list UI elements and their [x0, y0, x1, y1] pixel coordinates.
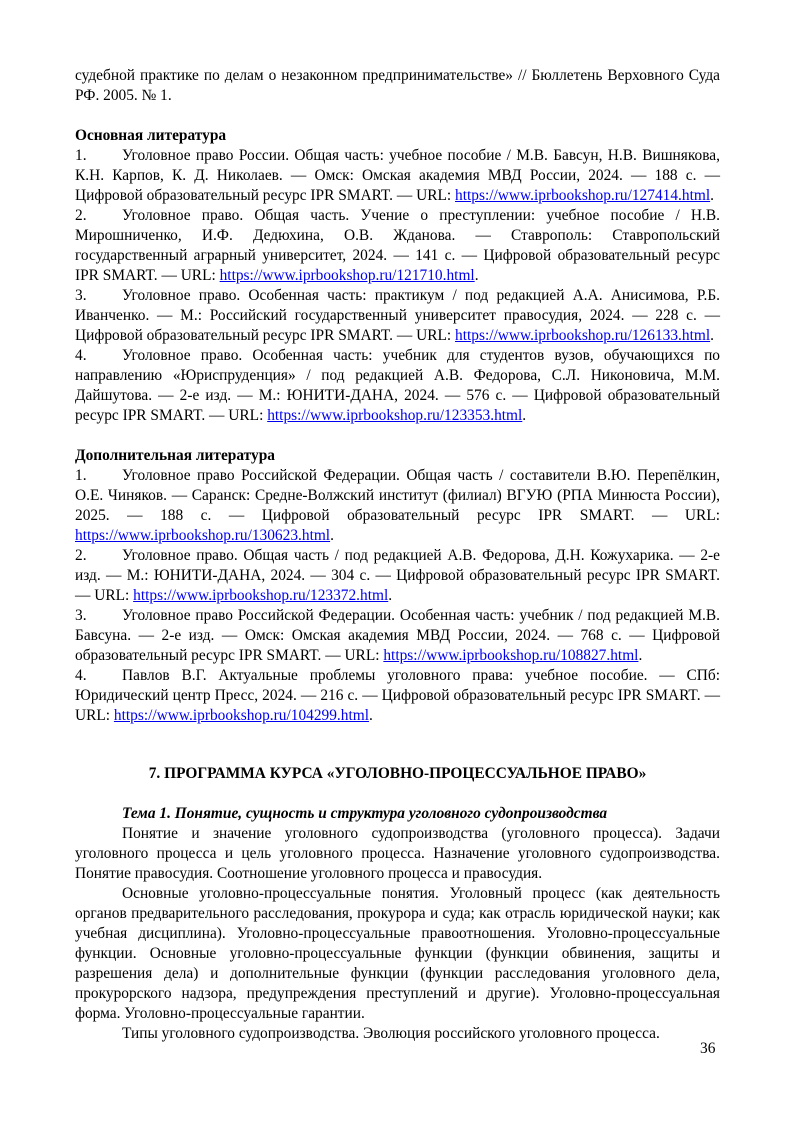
- list-item: [75, 466, 720, 546]
- additional-literature-heading: Дополнительная литература: [75, 447, 275, 464]
- item-link[interactable]: https://www.iprbookshop.ru/123353.html: [267, 407, 523, 424]
- item-link[interactable]: https://www.iprbookshop.ru/123372.html: [133, 587, 389, 604]
- item-tail: .: [638, 647, 643, 664]
- list-item: [75, 286, 720, 346]
- topic-paragraph: Основные уголовно-процессуальные понятия. Уголовный процесс (как деятельность органов предварительного расследования, прокурора и суда; как отрасль юридической науки; как учебная дисциплина). Уголовно-процессуальные правоотношения. Уголовно-процессуальные функции. Основные уголовно-процессуальные функции (функции обвинения, защиты и разрешения дела) и дополнительные функции (функции расследования уголовного дела, прокурорского надзора, предупреждения преступлений и другие). Уголовно-процессуальная форма. Уголовно-процессуальные гарантии.: [75, 885, 720, 1022]
- item-tail: .: [710, 187, 714, 204]
- list-item: [75, 606, 720, 666]
- item-text: Уголовное право. Особенная часть: учебник для студентов вузов, обучающихся по направлению «Юриспруденция» / под редакцией А.В. Федорова, С.Л. Никоновича, М.М. Дайшутова. — 2-е изд. — М.: ЮНИТИ-ДАНА, 2024. — 576 с. — Цифровой образовательный ресурс IPR SMART. — URL:: [75, 347, 720, 424]
- item-text: Уголовное право. Общая часть / под редакцией А.В. Федорова, Д.Н. Кожухарика. — 2-е изд. — М.: ЮНИТИ-ДАНА, 2024. — 304 с. — Цифровой образовательный ресурс IPR SMART. — URL:: [75, 547, 720, 604]
- list-item: [75, 146, 720, 206]
- item-text: Уголовное право Российской Федерации. Особенная часть: учебник / под редакцией М.В. Бавсуна. — 2-е изд. — Омск: Омская академия МВД России, 2024. — 768 с. — Цифровой образовательный ресурс IPR SMART. — URL:: [75, 607, 720, 664]
- item-text: Уголовное право России. Общая часть: учебное пособие / М.В. Бавсун, Н.В. Вишнякова, К.Н. Карпов, К. Д. Николаев. — Омск: Омская академия МВД России, 2024. — 188 с. — Цифровой образовательный ресурс IPR SMART. — URL:: [75, 147, 720, 204]
- item-tail: .: [522, 407, 527, 424]
- item-tail: .: [474, 267, 479, 284]
- intro-text: судебной практике по делам о незаконном предпринимательстве» // Бюллетень Верховного Суда РФ. 2005. № 1.: [75, 67, 720, 104]
- item-number: 2.: [75, 207, 87, 224]
- document-page: [75, 66, 720, 1044]
- topic-title: Тема 1. Понятие, сущность и структура уголовного судопроизводства: [122, 805, 608, 822]
- section-title: 7. ПРОГРАММА КУРСА «УГОЛОВНО-ПРОЦЕССУАЛЬНОЕ ПРАВО»: [148, 765, 647, 782]
- item-link[interactable]: https://www.iprbookshop.ru/108827.html: [383, 647, 639, 664]
- list-item: [75, 546, 720, 606]
- item-text: Уголовное право. Общая часть. Учение о преступлении: учебное пособие / Н.В. Мирошниченко, И.Ф. Дедюхина, О.В. Жданова. — Ставрополь: Ставропольский государственный аграрный университет, 2024. — 141 с. — Цифровой образовательный ресурс IPR SMART. — URL:: [75, 207, 720, 284]
- item-number: 4.: [75, 347, 87, 364]
- item-link[interactable]: https://www.iprbookshop.ru/121710.html: [219, 267, 475, 284]
- item-number: 3.: [75, 607, 87, 624]
- list-item: [75, 206, 720, 286]
- item-number: 4.: [75, 667, 87, 684]
- topic-paragraph: Понятие и значение уголовного судопроизводства (уголовного процесса). Задачи уголовного процесса и цель уголовного процесса. Назначение уголовного судопроизводства. Понятие правосудия. Соотношение уголовного процесса и правосудия.: [75, 825, 720, 882]
- item-link[interactable]: https://www.iprbookshop.ru/127414.html: [455, 187, 711, 204]
- item-number: 3.: [75, 287, 87, 304]
- item-number: 1.: [75, 147, 87, 164]
- item-tail: .: [388, 587, 393, 604]
- item-text: Уголовное право Российской Федерации. Общая часть / составители В.Ю. Перепёлкин, О.Е. Чиняков. — Саранск: Средне-Волжский институт (филиал) ВГУЮ (РПА Минюста России), 2025. — 188 с. — Цифровой образовательный ресурс IPR SMART. — URL:: [75, 467, 720, 524]
- item-tail: .: [710, 327, 714, 344]
- item-link[interactable]: https://www.iprbookshop.ru/104299.html: [113, 707, 369, 724]
- item-number: 2.: [75, 547, 87, 564]
- topic-paragraph: Типы уголовного судопроизводства. Эволюция российского уголовного процесса.: [122, 1025, 660, 1042]
- page-number: 36: [700, 1040, 716, 1057]
- item-tail: .: [369, 707, 373, 724]
- list-item: [75, 346, 720, 426]
- item-tail: .: [330, 527, 334, 544]
- item-text: Павлов В.Г. Актуальные проблемы уголовного права: учебное пособие. — СПб: Юридический центр Пресс, 2024. — 216 с. — Цифровой образовательный ресурс IPR SMART. — URL:: [75, 667, 720, 724]
- item-text: Уголовное право. Особенная часть: практикум / под редакцией А.А. Анисимова, Р.Б. Иванченко. — М.: Российский государственный университет правосудия, 2024. — 228 с. — Цифровой образовательный ресурс IPR SMART. — URL:: [75, 287, 720, 344]
- item-link[interactable]: https://www.iprbookshop.ru/130623.html: [75, 527, 331, 544]
- list-item: [75, 666, 720, 726]
- main-literature-heading: Основная литература: [75, 127, 227, 144]
- additional-literature-list: [75, 466, 720, 726]
- main-literature-list: [75, 146, 720, 426]
- item-number: 1.: [75, 467, 87, 484]
- item-link[interactable]: https://www.iprbookshop.ru/126133.html: [455, 327, 711, 344]
